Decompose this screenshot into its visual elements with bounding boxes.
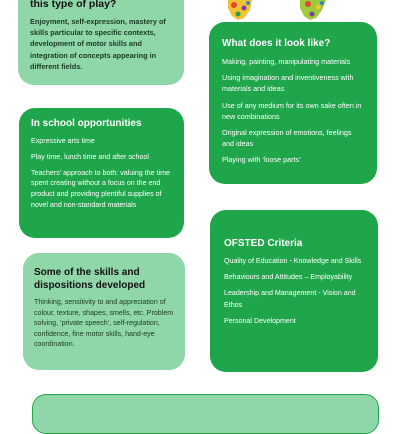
bottom-info-card — [32, 394, 379, 434]
ofsted-criteria-title: OFSTED Criteria — [224, 238, 303, 249]
in-school-opportunities-title: In school opportunities — [31, 118, 142, 129]
skills-dispositions-text: Thinking, sensitivity to and appreciation of colour, texture, shapes, smells, etc. Problem solving, ‘private speech’, self-regulation, confidence, fine motor skills, hand-eye coordination. — [34, 298, 174, 348]
play-purpose-text: Enjoyment, self-expression, mastery of skills particular to specific contexts, development of motor skills and integration of concepts appearing in different fields. — [30, 17, 166, 71]
skills-dispositions-card — [23, 253, 185, 370]
what-it-looks-like-title: What does it look like? — [222, 38, 331, 49]
in-school-opportunities-list — [31, 136, 172, 211]
ofsted-criteria-list — [224, 256, 364, 327]
list-item: Expressive arts time — [31, 137, 95, 145]
list-item: Using imagination and inventiveness with materials and ideas — [222, 73, 354, 94]
play-purpose-title: this type of play? — [30, 0, 117, 10]
list-item: Playing with ‘loose parts’ — [222, 155, 301, 165]
list-item: Play time, lunch time and after school — [31, 152, 149, 161]
list-item: Original expression of emotions, feelings and ideas — [222, 128, 352, 149]
skills-dispositions-title: Some of the skills and dispositions developed — [34, 267, 146, 291]
painted-hands-illustration — [222, 0, 332, 22]
list-item: Personal Development — [224, 316, 296, 325]
list-item: Use of any medium for its own sake often in new combinations — [222, 100, 362, 121]
in-school-opportunities-card — [19, 108, 184, 238]
list-item: Teachers’ approach to both: valuing the time spent creating without a focus on the end product and providing plentiful supplies of novel and non-standard materials — [31, 168, 170, 209]
list-item: Leadership and Management - Vision and Ethos — [224, 289, 356, 309]
play-purpose-card — [18, 0, 184, 85]
ofsted-criteria-card — [210, 210, 378, 372]
what-it-looks-like-list — [222, 56, 364, 166]
list-item: Quality of Education - Knowledge and Skills — [224, 257, 362, 265]
what-it-looks-like-card — [209, 22, 377, 184]
list-item: Making, painting, manipulating materials — [222, 57, 351, 66]
list-item: Behaviours and Attitudes – Employability — [224, 273, 353, 282]
